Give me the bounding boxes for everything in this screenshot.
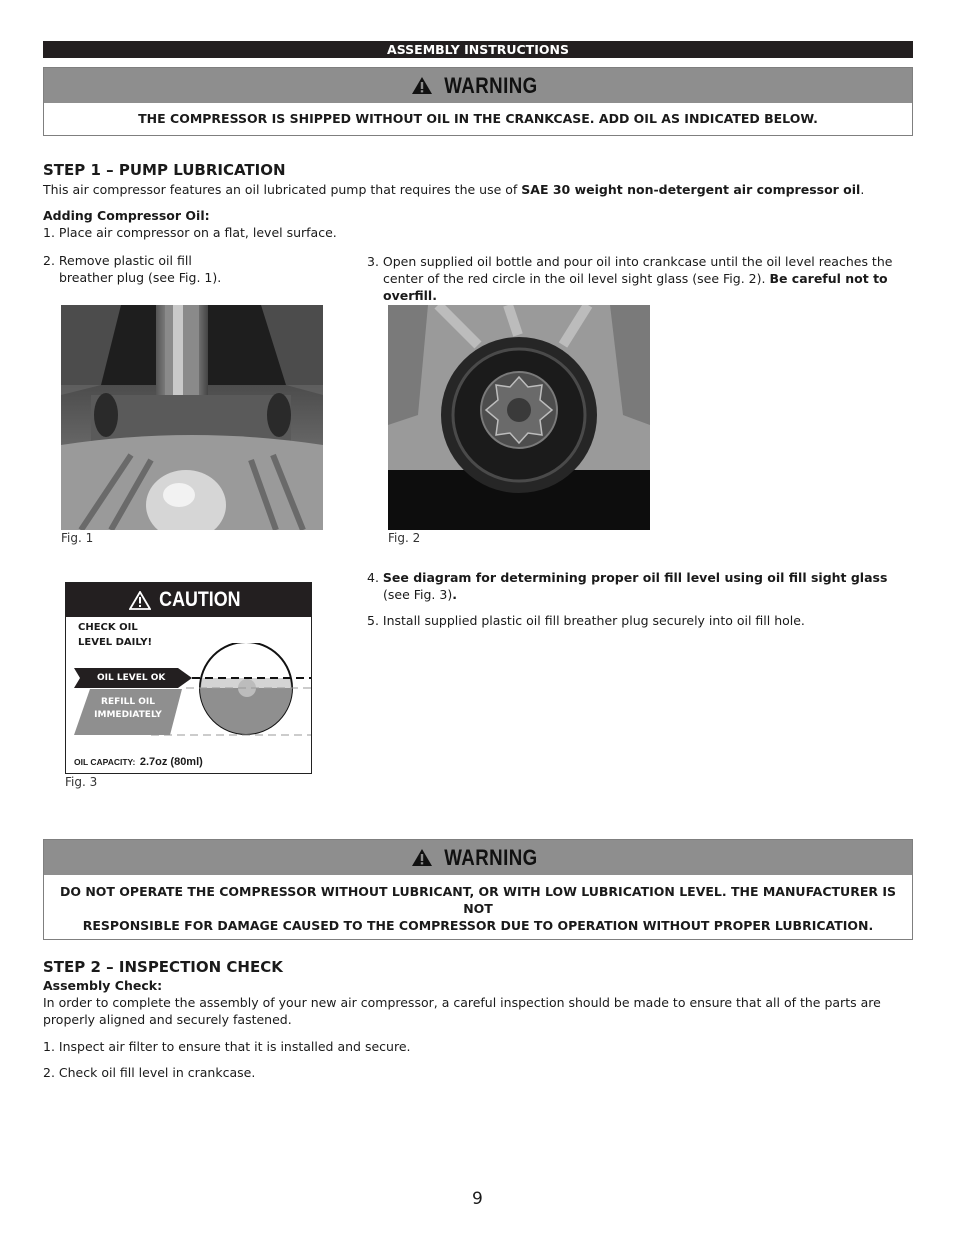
oil-type-text: SAE 30 weight non-detergent air compressor oil xyxy=(521,182,861,197)
warning-header xyxy=(44,840,912,875)
warning-box-lubrication xyxy=(43,839,913,940)
fig3-caption: Fig. 3 xyxy=(65,775,98,789)
warning-triangle-icon xyxy=(411,76,433,95)
warning-text-line1: DO NOT OPERATE THE COMPRESSOR WITHOUT LUBRICANT, OR WITH LOW LUBRICATION LEVEL. THE MANUFACTURER IS NOT xyxy=(59,884,897,916)
step1-item-1: 1. Place air compressor on a flat, level surface. xyxy=(43,225,337,240)
fig2-caption: Fig. 2 xyxy=(388,531,421,545)
caution-header xyxy=(66,583,311,617)
step1-item-4-num: 4. xyxy=(367,570,383,585)
overfill-caution-text: Be careful not to overfill. xyxy=(383,271,888,303)
step1-item-2 xyxy=(43,252,221,286)
step2-title: STEP 2 – INSPECTION CHECK xyxy=(43,958,283,976)
oil-capacity xyxy=(74,752,203,770)
step2-item-1: 1. Inspect air filter to ensure that it is installed and secure. xyxy=(43,1039,411,1054)
oil-sight-glass-image xyxy=(388,305,650,530)
step1-item-3-text: 3. Open supplied oil bottle and pour oil into crankcase until the oil level reaches the center of the red circle in the oil level sight glass (see Fig. 2). xyxy=(367,254,893,286)
page-number: 9 xyxy=(472,1189,483,1209)
assembly-check-subhead: Assembly Check: xyxy=(43,978,163,993)
step2-intro: In order to complete the assembly of your new air compressor, a careful inspection should be made to ensure that all of the parts are properly aligned and securely fastened. xyxy=(43,995,881,1027)
step1-intro-text: This air compressor features an oil lubricated pump that requires the use of xyxy=(43,182,522,197)
step1-item-2-line2: breather plug (see Fig. 1). xyxy=(59,270,222,285)
oil-capacity-label: OIL CAPACITY: xyxy=(74,757,136,767)
step1-item-2-line1: 2. Remove plastic oil fill xyxy=(43,253,192,268)
step1-item-4-end: . xyxy=(452,587,457,602)
refill-line2: IMMEDIATELY xyxy=(94,710,162,720)
step1-item-3 xyxy=(367,253,933,304)
warning-label: WARNING xyxy=(443,844,538,870)
warning-box-oil xyxy=(43,67,913,136)
step1-item-4-text: See diagram for determining proper oil fill level using oil fill sight glass xyxy=(382,570,888,585)
fig1-caption: Fig. 1 xyxy=(61,531,94,545)
check-oil-line2: LEVEL DAILY! xyxy=(78,637,153,648)
oil-level-ok-text: OIL LEVEL OK xyxy=(97,673,166,683)
refill-line1: REFILL OIL xyxy=(101,697,155,707)
warning-text xyxy=(44,875,912,939)
step1-intro-end: . xyxy=(860,182,865,197)
step1-item-5: 5. Install supplied plastic oil fill breather plug securely into oil fill hole. xyxy=(367,613,805,628)
refill-oil-text xyxy=(88,696,168,722)
warning-text-line2: RESPONSIBLE FOR DAMAGE CAUSED TO THE COMPRESSOR DUE TO OPERATION WITHOUT PROPER LUBRICATION. xyxy=(82,918,874,933)
warning-text: THE COMPRESSOR IS SHIPPED WITHOUT OIL IN THE CRANKCASE. ADD OIL AS INDICATED BELOW. xyxy=(44,103,912,135)
adding-oil-subhead: Adding Compressor Oil: xyxy=(43,208,210,223)
step1-intro xyxy=(43,181,913,198)
caution-oil-level-label xyxy=(65,582,312,774)
step1-item-4-ref: (see Fig. 3) xyxy=(383,587,453,602)
warning-triangle-icon xyxy=(411,848,433,867)
section-title: ASSEMBLY INSTRUCTIONS xyxy=(387,42,569,57)
pump-breather-plug-image xyxy=(61,305,323,530)
caution-triangle-icon xyxy=(129,591,151,610)
warning-label: WARNING xyxy=(443,72,538,98)
step1-item-4 xyxy=(367,569,917,603)
section-header-bar xyxy=(43,41,913,58)
fig1-photo xyxy=(61,305,323,530)
step2-item-2: 2. Check oil fill level in crankcase. xyxy=(43,1065,256,1080)
check-oil-line1: CHECK OIL xyxy=(78,622,138,633)
oil-capacity-value: 2.7oz (80ml) xyxy=(139,756,203,768)
warning-header xyxy=(44,68,912,103)
fig2-photo xyxy=(388,305,650,530)
caution-title: CAUTION xyxy=(159,588,241,611)
step1-title: STEP 1 – PUMP LUBRICATION xyxy=(43,161,286,179)
